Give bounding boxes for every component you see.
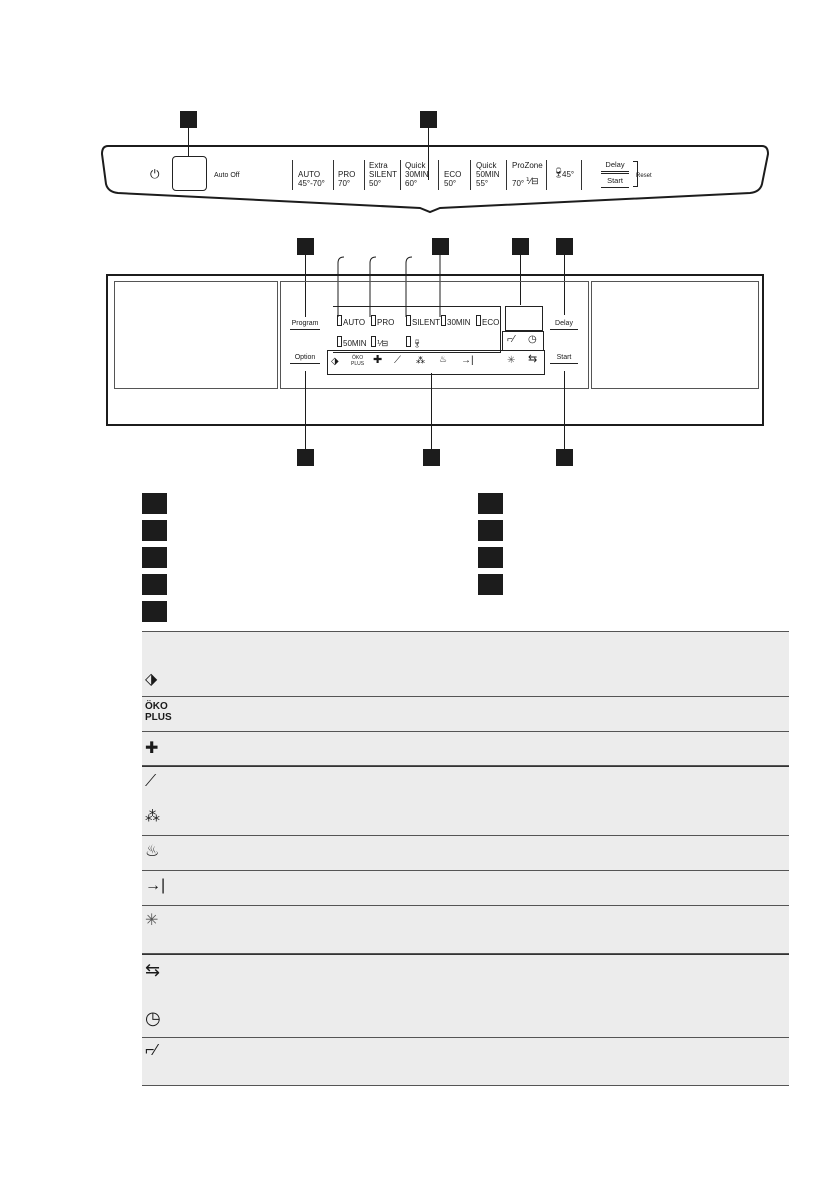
table-row-detergent (142, 662, 789, 697)
legend-key-5 (142, 601, 167, 622)
table-row-door (142, 1038, 789, 1086)
callout-start-line (564, 371, 565, 449)
callout-top-1 (180, 111, 197, 128)
rinse-aid-icon: ✳ (507, 355, 516, 366)
legend-key-3 (142, 547, 167, 568)
oko-plus-icon: ÖKO PLUS (351, 355, 365, 367)
extra-hygiene-icon: ✚ (373, 354, 383, 366)
indicator-auto: AUTO (337, 315, 365, 327)
table-row-salt (142, 954, 789, 1004)
power-button[interactable] (172, 156, 207, 191)
extra-hygiene-icon: ✚ (145, 740, 159, 757)
brush-icon: ⟋ (394, 355, 401, 366)
program-button[interactable]: Program (290, 318, 320, 330)
table-row-rinse-aid (142, 906, 789, 954)
separator (333, 160, 334, 190)
legend-key-2 (142, 520, 167, 541)
indicator-prozone: ⅟⊟ (371, 336, 388, 348)
callout-indicators (432, 238, 449, 255)
table-row-delay (142, 1003, 789, 1038)
panel-left-area (114, 281, 278, 389)
spray-arms-icon: ⁂ (416, 355, 425, 365)
regenerate-salt-icon: ⇆ (145, 960, 161, 980)
legend-key-7 (478, 520, 503, 541)
table-row-end (142, 871, 789, 906)
separator (546, 160, 547, 190)
indicator-silent: SILENT (406, 315, 440, 327)
door-open-icon: ⌐⁄ (145, 1042, 158, 1059)
callout-delay (556, 238, 573, 255)
separator (364, 160, 365, 190)
table-row-extra-hygiene (142, 732, 789, 766)
legend-key-4 (142, 574, 167, 595)
indicator-glass: 🍷︎ (406, 336, 422, 348)
separator (438, 160, 439, 190)
indicator-30min: 30MIN (441, 315, 471, 327)
oko-plus-icon: ÖKO PLUS (145, 701, 172, 723)
separator (581, 160, 582, 190)
drying-heat-icon: ♨ (145, 843, 160, 860)
auto-off-label: Auto Off (214, 172, 240, 179)
glass-icon: 🍷︎ (552, 168, 565, 179)
legend-key-6 (478, 493, 503, 514)
table-row-drying (142, 836, 789, 871)
end-arrow-icon: →| (461, 355, 474, 366)
power-icon: ⏻ (150, 167, 160, 181)
door-open-icon: ⌐⁄ (507, 334, 515, 345)
panel-right-area (591, 281, 759, 389)
detergent-tablet-icon: ⬗ (145, 671, 158, 688)
separator (470, 160, 471, 190)
brush-icon: ⟋ (145, 773, 157, 790)
separator (400, 160, 401, 190)
end-arrow-icon: →| (145, 877, 166, 894)
top-delay-button[interactable]: Delay (601, 158, 629, 172)
rinse-aid-icon: ✳ (145, 912, 159, 929)
separator (506, 160, 507, 190)
table-header-row (142, 631, 789, 663)
table-row-spray (142, 801, 789, 836)
prozone-basket-icon: ⅟⊟ (526, 176, 539, 186)
start-button[interactable]: Start (550, 352, 578, 364)
legend-key-1 (142, 493, 167, 514)
legend-key-9 (478, 574, 503, 595)
callout-program (297, 238, 314, 255)
legend-key-8 (478, 547, 503, 568)
time-display (505, 306, 543, 331)
indicator-pro: PRO (371, 315, 394, 327)
reset-label: Reset (636, 173, 652, 179)
callout-options-line (431, 373, 432, 449)
callout-options (423, 449, 440, 466)
delay-clock-icon: ◷ (145, 1008, 161, 1028)
top-start-button[interactable]: Start (601, 173, 629, 188)
drying-heat-icon: ♨ (439, 354, 448, 364)
separator (292, 160, 293, 190)
callout-start (556, 449, 573, 466)
callout-display (512, 238, 529, 255)
callout-option-line (305, 371, 306, 449)
indicator-50min: 50MIN (337, 336, 367, 348)
callout-option (297, 449, 314, 466)
callout-top-2 (420, 111, 437, 128)
indicator-eco: ECO (476, 315, 499, 327)
delay-clock-icon: ◷ (528, 334, 537, 345)
table-row-brush (142, 766, 789, 802)
option-button[interactable]: Option (290, 352, 320, 364)
regenerate-salt-icon: ⇆ (528, 353, 538, 365)
delay-button[interactable]: Delay (550, 318, 578, 330)
spray-arms-icon: ⁂ (145, 808, 160, 825)
detergent-tablet-icon: ⬗ (331, 356, 339, 367)
table-row-oko-plus (142, 697, 789, 732)
